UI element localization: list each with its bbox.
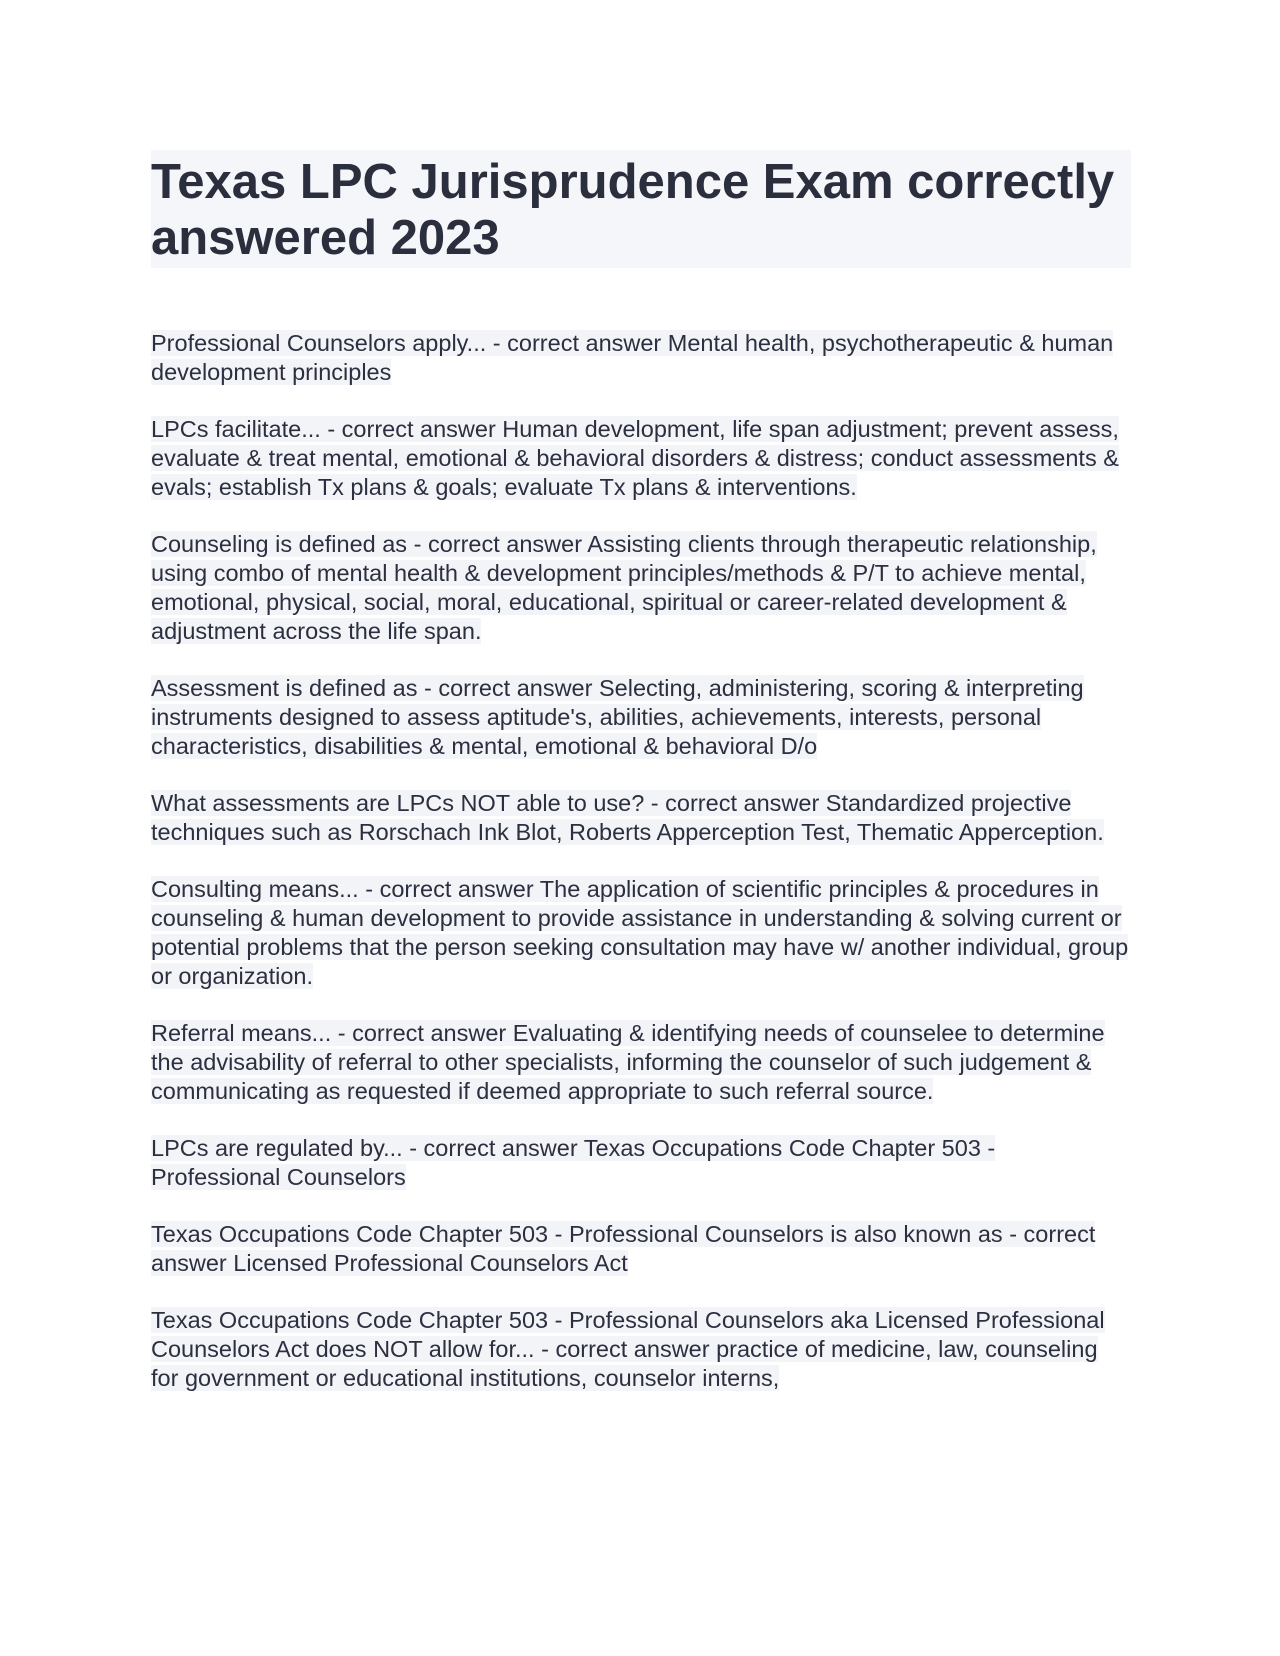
qa-item bbox=[151, 1134, 1131, 1192]
document-page bbox=[151, 150, 1131, 1421]
qa-item bbox=[151, 1220, 1131, 1278]
qa-item bbox=[151, 1019, 1131, 1106]
qa-item bbox=[151, 674, 1131, 761]
qa-text: LPCs facilitate... - correct answer Human development, life span adjustment; prevent assess, evaluate & treat mental, emotional & behavioral disorders & distress; conduct assessments & evals; establish Tx plans & goals; evaluate Tx plans & interventions. bbox=[151, 416, 1119, 500]
qa-list bbox=[151, 329, 1131, 1393]
qa-item bbox=[151, 875, 1131, 991]
qa-item bbox=[151, 415, 1131, 502]
qa-text: Assessment is defined as - correct answer Selecting, administering, scoring & interpreting instruments designed to assess aptitude's, abilities, achievements, interests, personal characteristics, disabilities & mental, emotional & behavioral D/o bbox=[151, 675, 1084, 759]
qa-text: Texas Occupations Code Chapter 503 - Professional Counselors aka Licensed Professional Counselors Act does NOT allow for... - correct answer practice of medicine, law, counseling for government or educational institutions, counselor interns, bbox=[151, 1307, 1105, 1391]
qa-text: Counseling is defined as - correct answer Assisting clients through therapeutic relationship, using combo of mental health & development principles/methods & P/T to achieve mental, emotional, physical, social, moral, educational, spiritual or career-related development & adjustment across the life span. bbox=[151, 531, 1097, 644]
qa-item bbox=[151, 1306, 1131, 1393]
qa-text: Texas Occupations Code Chapter 503 - Professional Counselors is also known as - correct answer Licensed Professional Counselors Act bbox=[151, 1221, 1096, 1276]
qa-item bbox=[151, 329, 1131, 387]
qa-text: Professional Counselors apply... - correct answer Mental health, psychotherapeutic & human development principles bbox=[151, 330, 1114, 385]
qa-text: What assessments are LPCs NOT able to use? - correct answer Standardized projective techniques such as Rorschach Ink Blot, Roberts Apperception Test, Thematic Apperception. bbox=[151, 790, 1104, 845]
qa-text: LPCs are regulated by... - correct answer Texas Occupations Code Chapter 503 - Professional Counselors bbox=[151, 1135, 996, 1190]
qa-text: Consulting means... - correct answer The application of scientific principles & procedures in counseling & human development to provide assistance in understanding & solving current or potential problems that the person seeking consultation may have w/ another individual, group or organization. bbox=[151, 876, 1129, 989]
qa-item bbox=[151, 530, 1131, 646]
qa-item bbox=[151, 789, 1131, 847]
document-title: Texas LPC Jurisprudence Exam correctly answered 2023 bbox=[151, 155, 1115, 265]
qa-text: Referral means... - correct answer Evaluating & identifying needs of counselee to determine the advisability of referral to other specialists, informing the counselor of such judgement & communicating as requested if deemed appropriate to such referral source. bbox=[151, 1020, 1105, 1104]
title-block bbox=[151, 150, 1131, 268]
